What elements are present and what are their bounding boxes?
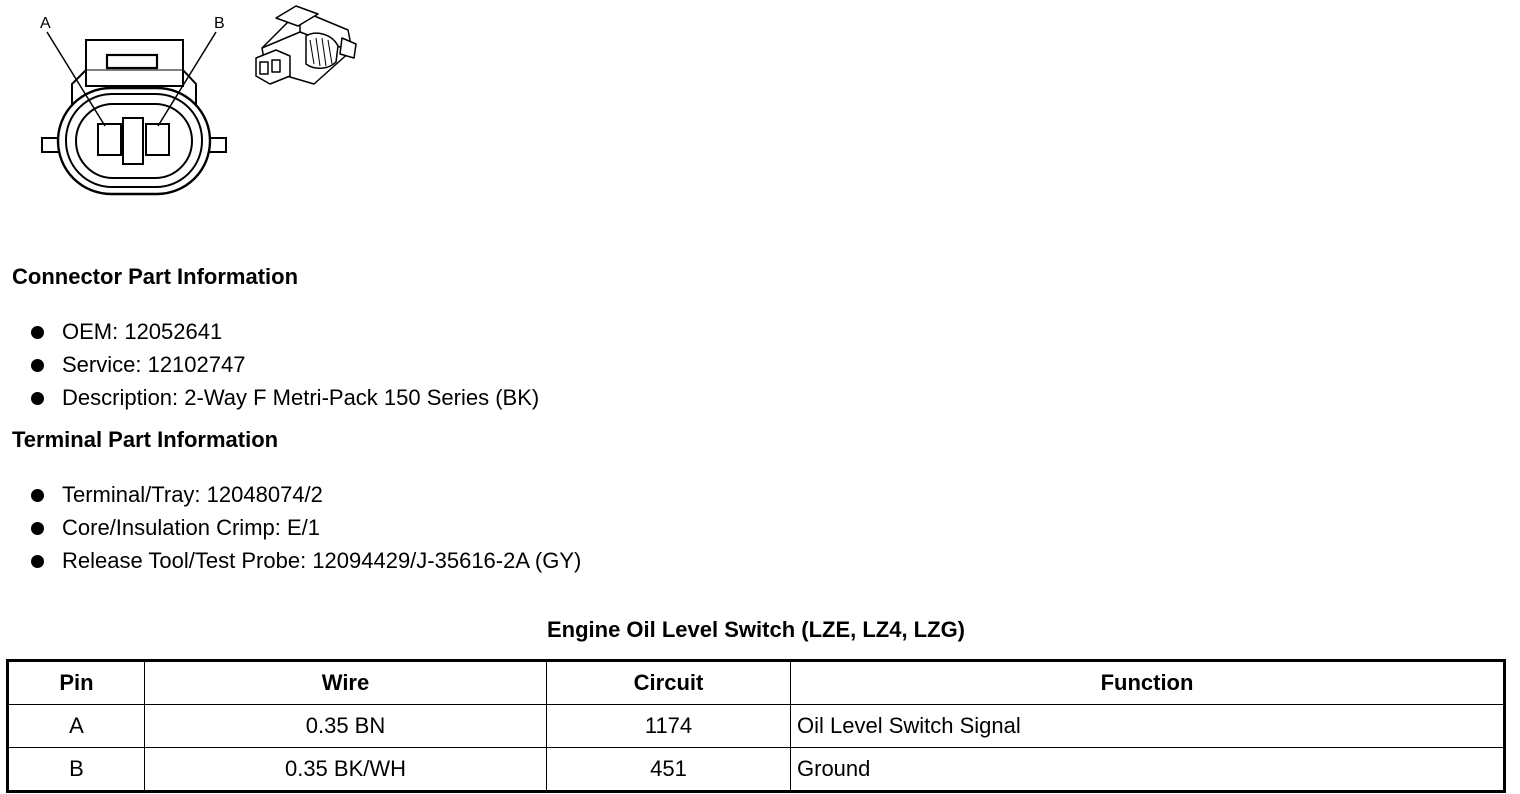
bullet-icon [31, 555, 44, 568]
list-item [30, 481, 581, 514]
cell-circuit: 451 [547, 748, 791, 792]
cell-circuit: 1174 [547, 705, 791, 748]
cavity-a [98, 124, 121, 155]
pin-label-b: B [214, 15, 225, 32]
cavity-b [146, 124, 169, 155]
bullet-icon [31, 522, 44, 535]
header-pin: Pin [8, 661, 145, 705]
connector-latch [86, 40, 183, 86]
cell-function: Oil Level Switch Signal [791, 705, 1505, 748]
terminal-tray: Terminal/Tray: 12048074/2 [62, 482, 323, 507]
list-item [30, 351, 539, 384]
table-title: Engine Oil Level Switch (LZE, LZ4, LZG) [546, 617, 966, 642]
oem-part: OEM: 12052641 [62, 319, 223, 344]
header-circuit: Circuit [547, 661, 791, 705]
bullet-icon [31, 326, 44, 339]
connector-isometric-view [256, 6, 356, 84]
cell-pin: A [8, 705, 145, 748]
list-item [30, 318, 539, 351]
bullet-icon [31, 489, 44, 502]
cell-function: Ground [791, 748, 1505, 792]
bullet-icon [31, 359, 44, 372]
cell-wire: 0.35 BK/WH [145, 748, 547, 792]
list-item [30, 514, 581, 547]
table-header-row [8, 661, 1505, 705]
terminal-info-list [30, 481, 581, 580]
connector-info-heading: Connector Part Information [12, 264, 299, 289]
connector-description: Description: 2-Way F Metri-Pack 150 Series (BK) [62, 385, 540, 410]
terminal-info-heading: Terminal Part Information [12, 427, 279, 452]
cell-wire: 0.35 BN [145, 705, 547, 748]
table-row [8, 705, 1505, 748]
header-function: Function [791, 661, 1505, 705]
connector-diagram [0, 0, 380, 215]
table-row [8, 748, 1505, 792]
header-wire: Wire [145, 661, 547, 705]
service-part: Service: 12102747 [62, 352, 246, 377]
bullet-icon [31, 392, 44, 405]
list-item [30, 384, 539, 417]
cell-pin: B [8, 748, 145, 792]
list-item [30, 547, 581, 580]
crimp-info: Core/Insulation Crimp: E/1 [62, 515, 320, 540]
release-tool: Release Tool/Test Probe: 12094429/J-35616-2A (GY) [62, 548, 582, 573]
pin-label-a: A [40, 15, 51, 32]
pinout-table [6, 659, 1506, 793]
connector-info-list [30, 318, 539, 417]
